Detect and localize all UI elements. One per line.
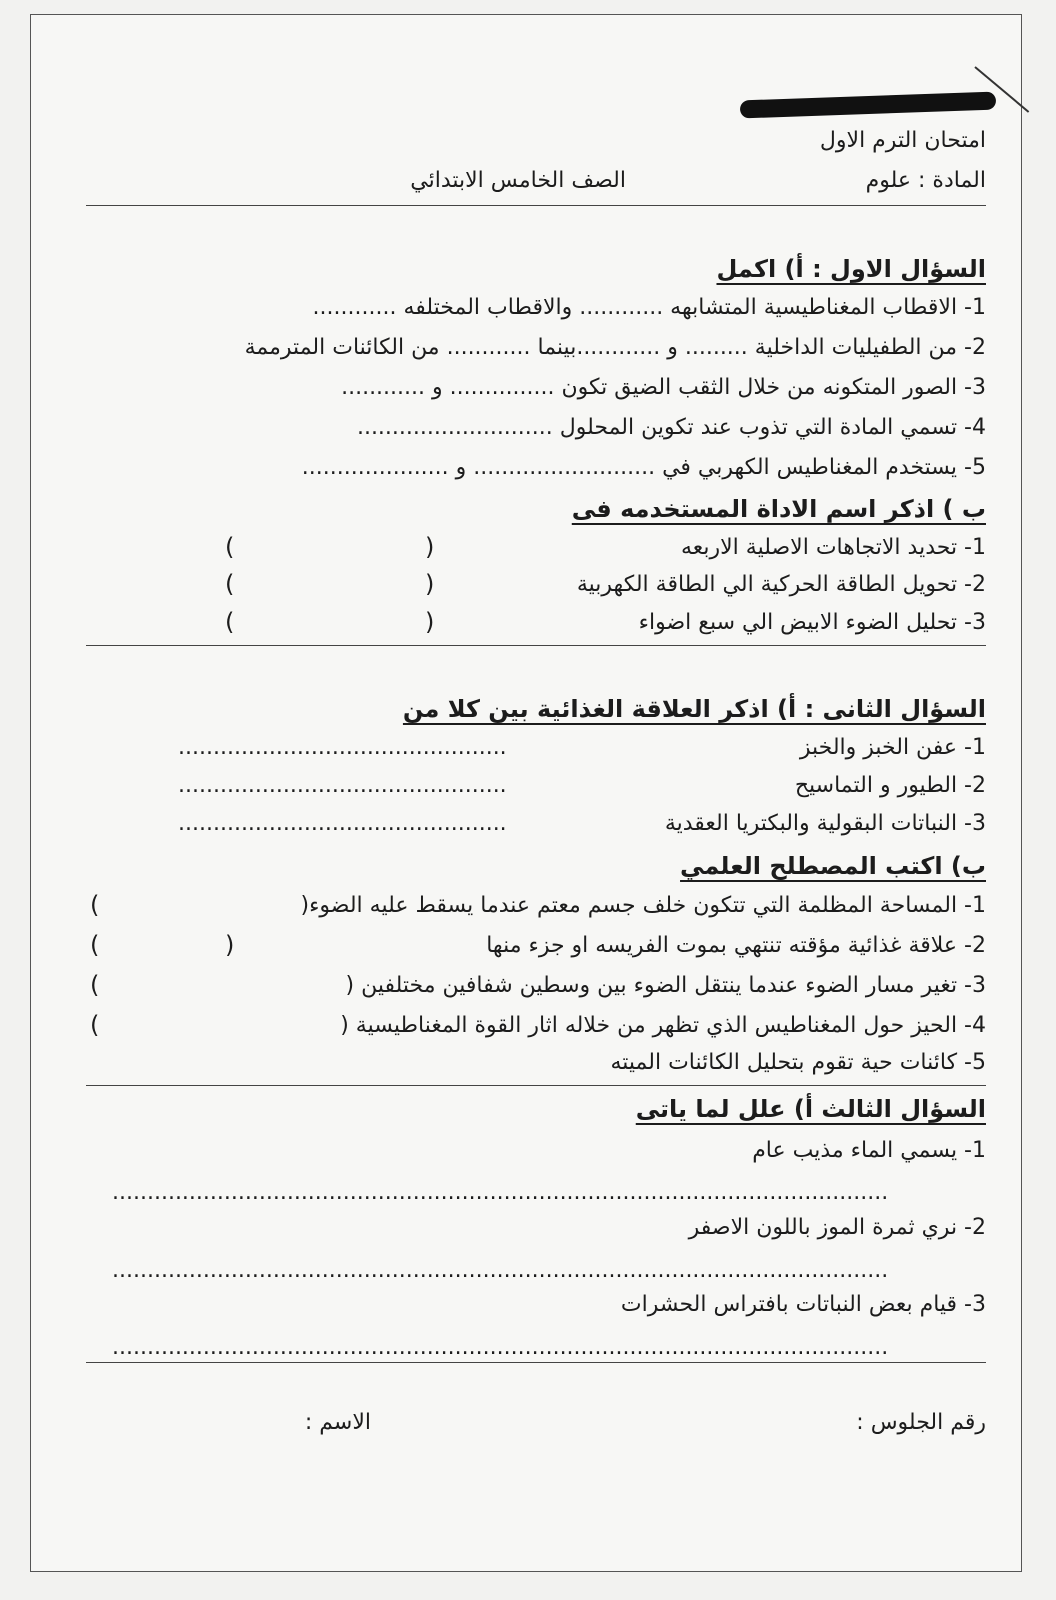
answer-paren-open: (	[425, 533, 435, 561]
q1-item: 4- تسمي المادة التي تذوب عند تكوين المحلول ............................	[356, 415, 986, 440]
divider	[86, 205, 986, 206]
answer-paren-close: )	[90, 971, 100, 999]
q1-item: 5- يستخدم المغناطيس الكهربي في .......................... و .....................	[301, 455, 986, 480]
q2-item: 1- عفن الخبز والخبز	[799, 735, 986, 760]
answer-paren-close: )	[90, 1011, 100, 1039]
divider	[86, 645, 986, 646]
q2-b-item: 5- كائنات حية تقوم بتحليل الكائنات الميته	[610, 1050, 986, 1075]
q1-item: 2- من الطفيليات الداخلية ......... و ............بينما ............ من الكائنات المترممة	[244, 335, 986, 360]
answer-dots: ...............................................	[178, 735, 507, 760]
q1-heading: السؤال الاول : أ) اكمل	[716, 255, 986, 283]
q1-b-item: 3- تحليل الضوء الابيض الي سبع اضواء	[638, 610, 986, 635]
q1-item: 3- الصور المتكونه من خلال الثقب الضيق تكون ............... و ............	[341, 375, 986, 400]
q3-heading: السؤال الثالث أ) علل لما ياتى	[635, 1095, 986, 1123]
answer-paren-close: )	[225, 570, 235, 598]
q1-b-item: 2- تحويل الطاقة الحركية الي الطاقة الكهربية	[576, 572, 986, 597]
answer-paren-close: )	[225, 608, 235, 636]
exam-title: امتحان الترم الاول	[819, 128, 986, 153]
q2-part-b-heading: ب) اكتب المصطلح العلمي	[680, 852, 986, 880]
q2-b-item: 4- الحيز حول المغناطيس الذي تظهر من خلاله اثار القوة المغناطيسية (	[340, 1013, 986, 1038]
divider	[86, 1085, 986, 1086]
answer-paren-close: )	[90, 891, 100, 919]
answer-paren-close: )	[225, 533, 235, 561]
answer-dots: ...............................................................................................................	[112, 1335, 889, 1360]
q3-item: 1- يسمي الماء مذيب عام	[752, 1138, 986, 1163]
answer-dots: ...............................................	[178, 773, 507, 798]
q3-item: 3- قيام بعض النباتات بافتراس الحشرات	[620, 1292, 986, 1317]
q2-b-item: 1- المساحة المظلمة التي تتكون خلف جسم معتم عندما يسقط عليه الضوء(	[300, 893, 986, 918]
q2-item: 2- الطيور و التماسيح	[794, 773, 986, 798]
divider	[86, 1362, 986, 1363]
subject-label: المادة : علوم	[865, 168, 986, 193]
answer-paren-close: )	[90, 931, 100, 959]
q1-part-b-heading: ب ) اذكر اسم الاداة المستخدمه فى	[571, 495, 986, 523]
q2-b-item: 2- علاقة غذائية مؤقته تنتهي بموت الفريسه او جزء منها	[486, 933, 986, 958]
answer-paren-open: (	[225, 931, 235, 959]
grade-label: الصف الخامس الابتدائي	[410, 168, 626, 193]
q2-item: 3- النباتات البقولية والبكتريا العقدية	[664, 811, 986, 836]
answer-dots: ...............................................	[178, 811, 507, 836]
q1-item: 1- الاقطاب المغناطيسية المتشابهه ............ والاقطاب المختلفه ............	[312, 295, 986, 320]
q1-b-item: 1- تحديد الاتجاهات الاصلية الاربعه	[680, 535, 986, 560]
answer-dots: ...............................................................................................................	[112, 1258, 889, 1283]
q2-heading: السؤال الثانى : أ) اذكر العلاقة الغذائية بين كلا من	[402, 695, 986, 723]
name-label: الاسم :	[304, 1410, 371, 1435]
q3-item: 2- نري ثمرة الموز باللون الاصفر	[688, 1215, 986, 1240]
answer-paren-open: (	[425, 570, 435, 598]
answer-dots: ...............................................................................................................	[112, 1180, 889, 1205]
q2-b-item: 3- تغير مسار الضوء عندما ينتقل الضوء بين وسطين شفافين مختلفين (	[345, 973, 986, 998]
answer-paren-open: (	[425, 608, 435, 636]
seat-number-label: رقم الجلوس :	[856, 1410, 986, 1435]
